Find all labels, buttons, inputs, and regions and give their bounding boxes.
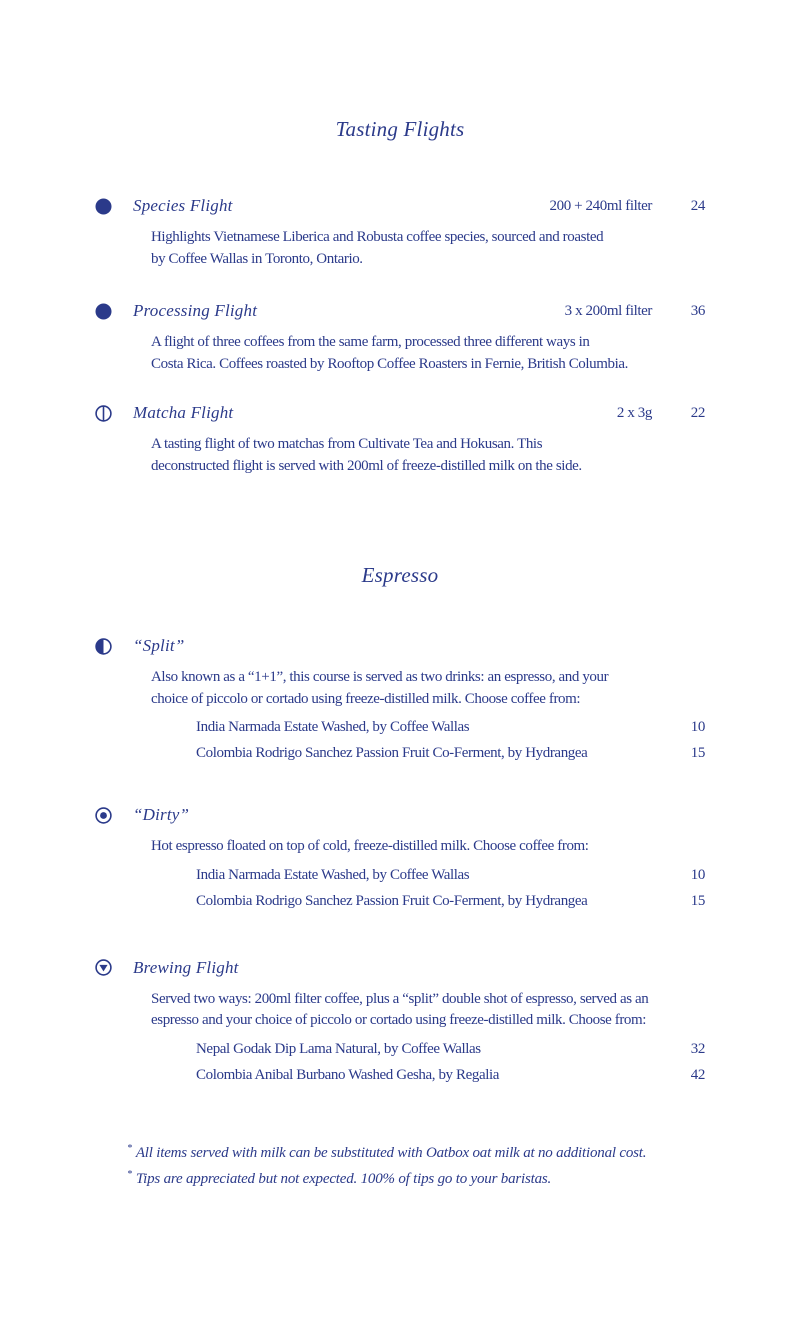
item-description: Highlights Vietnamese Liberica and Robusta coffee species, sourced and roasted by Coffee Wallas in Toronto, Ontario. [151, 229, 604, 267]
item-description: Hot espresso floated on top of cold, freeze-distilled milk. Choose coffee from: [151, 838, 589, 854]
circle-vertical-bar-icon [95, 405, 133, 422]
item-options [196, 714, 705, 766]
option-name: Colombia Rodrigo Sanchez Passion Fruit Co-Ferment, by Hydrangea [196, 745, 588, 761]
item-header [95, 804, 705, 826]
option-name: Nepal Godak Dip Lama Natural, by Coffee Wallas [196, 1040, 481, 1057]
section-tasting-flights [95, 116, 705, 477]
footnote-milk-substitution [127, 1138, 705, 1165]
menu-item-species-flight [95, 195, 705, 270]
asterisk-marker: * [127, 1142, 132, 1154]
section-title: Espresso [361, 563, 439, 587]
filled-circle-icon [95, 198, 133, 215]
item-options [196, 862, 705, 914]
item-options [196, 1036, 705, 1088]
section-espresso [95, 562, 705, 1088]
filled-circle-icon [95, 303, 133, 320]
option-row [196, 740, 705, 766]
item-name: Species Flight [133, 196, 233, 215]
item-header [95, 957, 705, 979]
option-name: India Narmada Estate Washed, by Coffee Wallas [196, 866, 470, 883]
footnote-text: All items served with milk can be substituted with Oatbox oat milk at no additional cost. [135, 1144, 647, 1161]
footnote-tips [127, 1164, 705, 1191]
item-price: 36 [690, 303, 705, 319]
option-row [196, 1036, 705, 1062]
menu-item-matcha-flight [95, 402, 705, 477]
circled-dot-icon [95, 807, 133, 824]
option-row [196, 714, 705, 740]
item-price: 24 [690, 198, 705, 214]
item-name: Brewing Flight [133, 957, 239, 977]
menu-item-brewing-flight [95, 957, 705, 1088]
item-name: “Split” [133, 636, 185, 655]
menu-item-processing-flight [95, 300, 705, 375]
item-serving-size: 200 + 240ml filter [549, 198, 652, 214]
item-price: 22 [690, 405, 705, 421]
asterisk-marker: * [127, 1169, 132, 1180]
option-row [196, 888, 705, 914]
option-price: 32 [690, 1040, 705, 1057]
item-header [95, 195, 705, 217]
item-description: Also known as a “1+1”, this course is served as two drinks: an espresso, and your choice of piccolo or cortado using freeze-distilled milk. Choose coffee from: [151, 669, 609, 707]
footnotes [127, 1138, 705, 1191]
option-name: India Narmada Estate Washed, by Coffee Wallas [196, 719, 470, 735]
circle-down-triangle-icon [95, 959, 133, 976]
option-price: 15 [690, 745, 705, 761]
option-row [196, 1062, 705, 1088]
item-description: Served two ways: 200ml filter coffee, plus a “split” double shot of espresso, served as an espresso and your choice of piccolo or cortado using freeze-distilled milk. Choose from: [151, 990, 649, 1028]
option-name: Colombia Rodrigo Sanchez Passion Fruit Co-Ferment, by Hydrangea [196, 892, 588, 909]
item-name: Matcha Flight [133, 403, 234, 422]
item-serving-size: 3 x 200ml filter [564, 303, 652, 319]
section-title: Tasting Flights [335, 117, 465, 141]
half-filled-circle-icon [95, 638, 133, 655]
item-description: A flight of three coffees from the same farm, processed three different ways in Costa Rica. Coffees roasted by Rooftop Coffee Roasters in Fernie, British Columbia. [151, 334, 629, 372]
item-serving-size: 2 x 3g [616, 405, 652, 421]
item-description: A tasting flight of two matchas from Cultivate Tea and Hokusan. This deconstructed flight is served with 200ml of freeze-distilled milk on the side. [151, 436, 582, 474]
option-price: 10 [690, 719, 705, 735]
option-row [196, 862, 705, 888]
menu-item-split [95, 635, 705, 766]
option-name: Colombia Anibal Burbano Washed Gesha, by Regalia [196, 1066, 500, 1083]
footnote-text: Tips are appreciated but not expected. 100% of tips go to your baristas. [135, 1171, 552, 1187]
item-header [95, 635, 705, 657]
item-header [95, 402, 705, 424]
item-name: Processing Flight [133, 301, 258, 320]
option-price: 10 [690, 866, 705, 883]
item-header [95, 300, 705, 322]
option-price: 15 [690, 892, 705, 909]
item-name: “Dirty” [133, 805, 190, 824]
option-price: 42 [690, 1066, 705, 1083]
menu-item-dirty [95, 804, 705, 914]
